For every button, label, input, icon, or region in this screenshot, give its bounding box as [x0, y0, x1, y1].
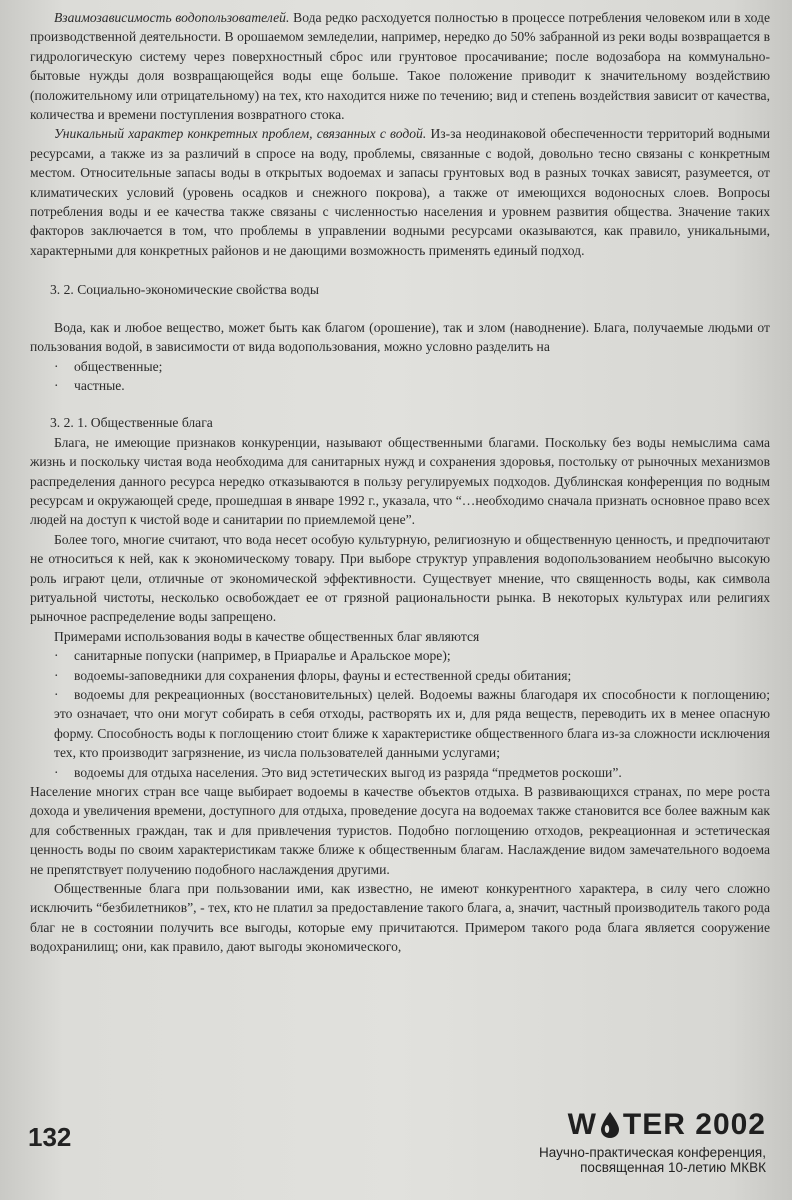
- paragraph-free-riders: Общественные блага при пользовании ими, как известно, не имеют конкурентного характера, в силу чего сложно исключить “безбилетников”, - тех, кто не платил за предоставление такого блага, а, значит, частный производитель такого рода благ не в состоянии получить все выгоды, которые ему причитаются. Примером такого рода блага является сооружение водохранилищ; они, как правило, дают выгоды экономического,: [30, 881, 770, 955]
- bullet-mark: ·: [54, 667, 59, 683]
- list-item-text: частные.: [74, 377, 125, 393]
- list-item-text: водоемы-заповедники для сохранения флоры, фауны и естественной среды обитания;: [74, 667, 572, 683]
- paragraph-text: Из-за неодинаковой обеспеченности территорий водными ресурсами, а также из за различий в спросе на воду, проблемы, связанные с водой, довольно тесно связаны с конкретным местом. Относительные запасы воды в открытых водоемах и запасы грунтовых вод в разных точках зависят, разумеется, от климатических условий (уровень осадков и снежного покрова), а также от имеющихся водоносных слоев. Вопросы потребления воды и ее качества также связаны с численностью населения и уровнем развития общества. Значение таких факторов заключается в том, что проблемы в управлении водными ресурсами оказываются, как правило, уникальными, характерными для конкретных районов и не дающими возможность применять единый подход.: [30, 126, 770, 258]
- page-body: [30, 8, 770, 957]
- paragraph-cultural-value: Более того, многие считают, что вода несет особую культурную, религиозную и общественную ценность, и предпочитают не относиться к ней, как к экономическому товару. При выборе структур управления водопользованием необычно высокую роль играют цели, отличные от экономической эффективности. Существует мнение, что священность воды, как символа ритуальной чистоты, несколько освобождает ее от грязной рациональности рынка. В некоторых культурах или религиях рыночное распределение воды запрещено.: [30, 531, 770, 625]
- paragraph-interdependence: [30, 8, 770, 124]
- list-item: [54, 376, 770, 395]
- paragraph-public-goods: Блага, не имеющие признаков конкуренции, называют общественными благами. Поскольку без воды немыслима сама жизнь и поскольку чистая вода необходима для санитарных нужд и сохранения здоровья, постольку от рыночных механизмов распределения данного ресурса нередко отказываются в пользу регулируемых подходов. Дублинская конференция по водным ресурсам и окружающей среде, прошедшая в январе 1992 г., указала, что “…необходимо сначала признать основное право всех людей на доступ к чистой воде и санитарии по приемлемой цене”.: [30, 434, 770, 528]
- paragraph-water-as-good: Вода, как и любое вещество, может быть как благом (орошение), так и злом (наводнение). Блага, получаемые людьми от пользования водой, в зависимости от вида водопользования, можно условно разделить на: [30, 319, 770, 355]
- bullet-mark: ·: [54, 648, 59, 664]
- paragraph-recreation: Население многих стран все чаще выбирает водоемы в качестве объектов отдыха. В развивающихся странах, по мере роста дохода и увеличения времени, доступного для отдыха, проведение досуга на водоемах также становится все более важным как для собственных граждан, так и для привлечения туристов. Подобно поглощению отходов, рекреационная и эстетическая ценность воды по своим характеристикам также ближе к общественным благам. Наслаждение видом замечательного водоема не препятствует получению подобного наслаждения другими.: [30, 784, 770, 877]
- bullet-mark: ·: [54, 358, 59, 374]
- list-item: [54, 357, 770, 376]
- bullet-mark: ·: [54, 377, 59, 393]
- bullet-mark: ·: [54, 687, 59, 702]
- list-item-text: водоемы для отдыха населения. Это вид эстетических выгод из разряда “предметов роскоши”.: [74, 764, 622, 780]
- paragraph-lead-italic: Взаимозависимость водопользователей.: [54, 10, 290, 25]
- paragraph-text: Вода редко расходуется полностью в процессе потребления человеком или в ходе производственной деятельности. В орошаемом земледелии, например, нередко до 50% забранной из реки воды возвращается в гидрологическую систему через поверхностный сброс или грунтовое просачивание; после водозабора на коммунально-бытовые нужды доля возвращающейся воды еще больше. Такое положение приводит к значительному воздействию (положительному или отрицательному) на тех, кто находится ниже по течению; вид и степень воздействия зависит от качества, количества и времени поступления возвратного стока.: [30, 10, 770, 123]
- bullet-mark: ·: [54, 764, 59, 780]
- list-item-text: водоемы для рекреационных (восстановительных) целей. Водоемы важны благодаря их способности к поглощению; это означает, что они могут собирать в себя отходы, растворять их и, для ряда веществ, переводить их в менее опасную форму. Способность воды к поглощению стоит ближе к характеристике общественного блага из-за сложности исключения тех, кто производит загрязнение, из числа пользователей данными услугами;: [54, 687, 770, 761]
- logo-text-left: W: [567, 1108, 597, 1141]
- list-item: [54, 685, 770, 763]
- page-footer: [0, 1090, 792, 1200]
- section-heading-3-2-1: 3. 2. 1. Общественные блага: [50, 415, 213, 431]
- paragraph-examples-intro: Примерами использования воды в качестве общественных благ являются: [54, 628, 480, 644]
- logo-text-right: TER 2002: [622, 1108, 766, 1141]
- subtitle-line: посвященная 10-летию МКВК: [580, 1160, 766, 1175]
- list-item: [54, 763, 770, 782]
- list-item: [54, 666, 770, 685]
- section-heading-3-2: 3. 2. Социально-экономические свойства воды: [50, 282, 319, 298]
- page-number: 132: [28, 1122, 72, 1152]
- conference-subtitle: [539, 1145, 766, 1175]
- subtitle-line: Научно-практическая конференция,: [539, 1145, 766, 1160]
- paragraph-lead-italic: Уникальный характер конкретных проблем, связанных с водой.: [54, 126, 427, 142]
- paragraph-unique-problems: [30, 124, 770, 260]
- list-item: [54, 646, 770, 665]
- water-drop-icon: [599, 1111, 621, 1139]
- list-item-text: санитарные попуски (например, в Приаралье и Аральское море);: [74, 648, 451, 664]
- water-2002-logo: [568, 1108, 766, 1142]
- list-item-text: общественные;: [74, 358, 163, 374]
